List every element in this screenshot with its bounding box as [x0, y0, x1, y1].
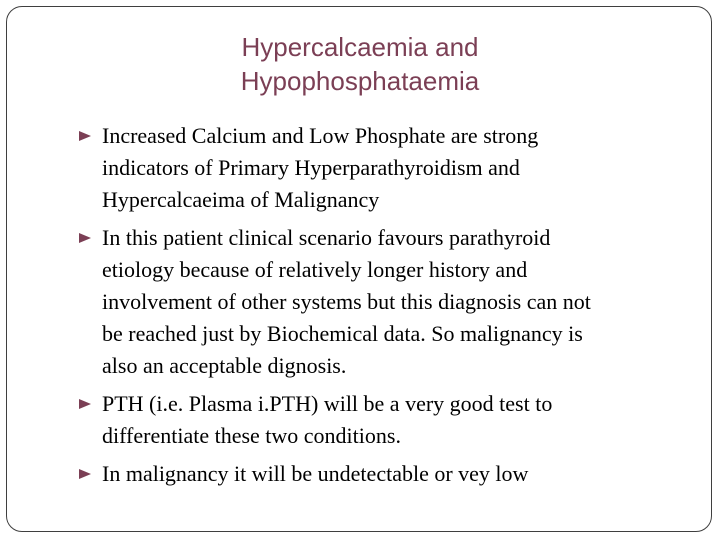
title-line: Hypercalcaemia and: [241, 32, 479, 62]
bullet-item: [78, 222, 698, 382]
bullet-line: differentiate these two conditions.: [102, 423, 401, 448]
bullet-line: In malignancy it will be undetectable or vey low: [102, 461, 529, 486]
bullet-line: involvement of other systems but this diagnosis can not: [102, 289, 591, 314]
bullet-item: [78, 458, 698, 490]
triangle-bullet-icon: [78, 458, 98, 490]
triangle-bullet-icon: [78, 120, 98, 152]
triangle-bullet-icon: [78, 222, 98, 254]
triangle-bullet-icon: [78, 388, 98, 420]
bullet-line: Increased Calcium and Low Phosphate are strong: [102, 123, 539, 148]
bullet-line: PTH (i.e. Plasma i.PTH) will be a very good test to: [102, 391, 553, 416]
bullet-line: indicators of Primary Hyperparathyroidism and: [102, 155, 520, 180]
bullet-line: also an acceptable dignosis.: [102, 353, 347, 378]
slide-title: [140, 30, 580, 98]
bullet-item: [78, 120, 698, 216]
bullet-line: Hypercalcaeima of Malignancy: [102, 187, 380, 212]
bullet-line: In this patient clinical scenario favours parathyroid: [102, 225, 551, 250]
bullet-item: [78, 388, 698, 452]
title-line: Hypophosphataemia: [240, 66, 480, 96]
bullet-line: etiology because of relatively longer history and: [102, 257, 528, 282]
bullet-list: [78, 120, 698, 490]
bullet-line: be reached just by Biochemical data. So malignancy is: [102, 321, 583, 346]
